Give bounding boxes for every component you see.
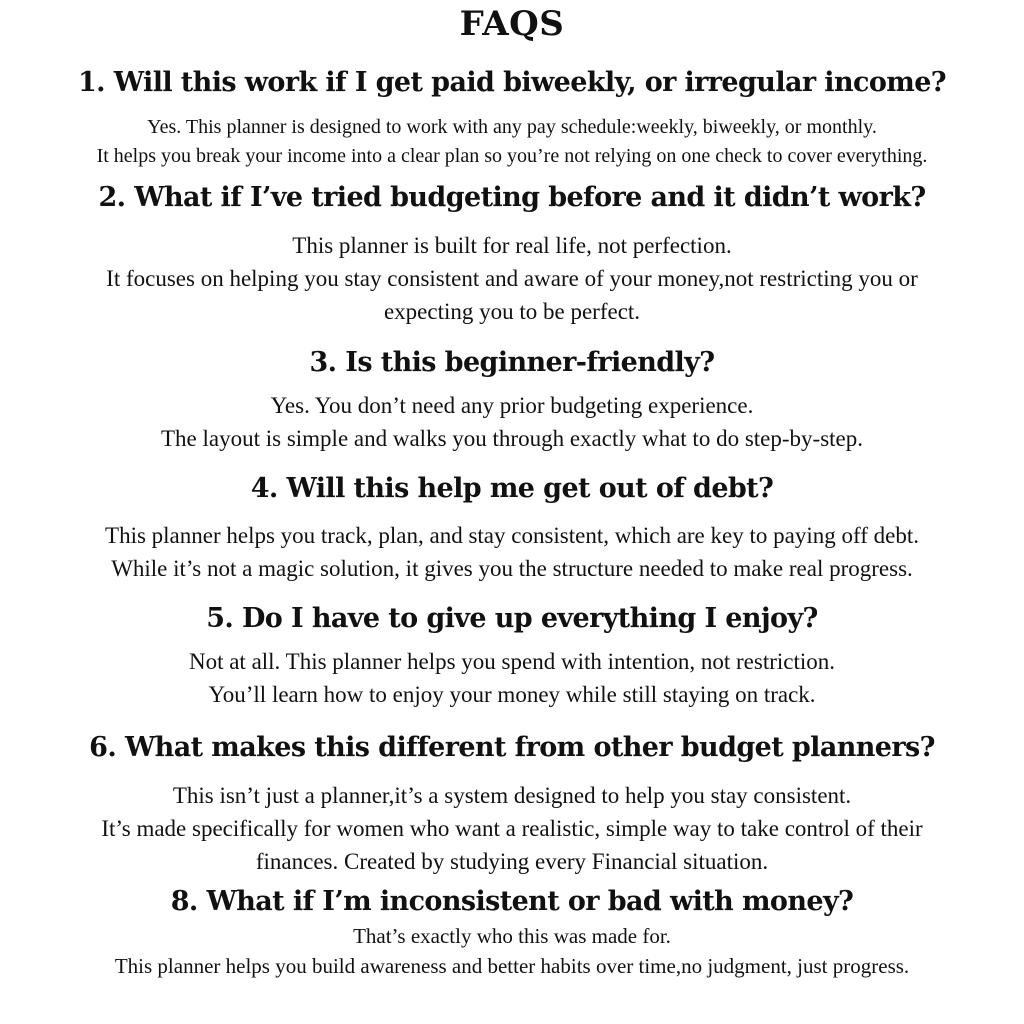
faq-answer-5-line-2: You’ll learn how to enjoy your money while still staying on track. — [208, 682, 816, 707]
faq-question-5: 5. Do I have to give up everything I enjoy? — [206, 603, 818, 634]
faq-answer-1-line-2: It helps you break your income into a clear plan so you’re not relying on one check to cover everything. — [96, 145, 928, 167]
faq-answer-3-line-2: The layout is simple and walks you through exactly what to do step-by-step. — [160, 426, 863, 451]
faq-answer-8 — [0, 921, 1024, 981]
faq-answer-1 — [0, 113, 1024, 171]
faq-answer-3 — [0, 389, 1024, 455]
faq-answer-6-line-1: This isn’t just a planner,it’s a system designed to help you stay consistent. — [172, 783, 852, 808]
faq-answer-5 — [0, 645, 1024, 711]
faq-question-1: 1. Will this work if I get paid biweekly, or irregular income? — [78, 67, 946, 98]
faq-answer-4 — [0, 519, 1024, 585]
faq-answer-2 — [0, 229, 1024, 328]
faq-answer-6-line-2: It’s made specifically for women who want a realistic, simple way to take control of their — [101, 816, 923, 841]
faq-answer-8-line-2: This planner helps you build awareness and better habits over time,no judgment, just progress. — [114, 954, 910, 978]
faq-answer-2-line-2: It focuses on helping you stay consistent and aware of your money,not restricting you or — [106, 266, 918, 291]
faq-answer-4-line-2: While it’s not a magic solution, it gives you the structure needed to make real progress. — [111, 556, 913, 581]
faq-answer-3-line-1: Yes. You don’t need any prior budgeting experience. — [270, 393, 754, 418]
faq-question-8: 8. What if I’m inconsistent or bad with money? — [170, 886, 854, 917]
faq-question-3: 3. Is this beginner-friendly? — [309, 347, 715, 378]
faq-answer-4-line-1: This planner helps you track, plan, and stay consistent, which are key to paying off debt. — [105, 523, 919, 548]
page-title: FAQS — [459, 4, 565, 44]
faq-answer-8-line-1: That’s exactly who this was made for. — [353, 924, 671, 948]
faq-answer-2-line-1: This planner is built for real life, not perfection. — [292, 233, 732, 258]
faq-question-2: 2. What if I’ve tried budgeting before and it didn’t work? — [98, 182, 926, 213]
faq-answer-5-line-1: Not at all. This planner helps you spend with intention, not restriction. — [188, 649, 836, 674]
faq-question-6: 6. What makes this different from other budget planners? — [89, 732, 935, 763]
faq-answer-6-line-3: finances. Created by studying every Financial situation. — [255, 849, 769, 874]
faq-answer-6 — [0, 779, 1024, 878]
faq-answer-1-line-1: Yes. This planner is designed to work with any pay schedule:weekly, biweekly, or monthly. — [147, 116, 877, 138]
faq-question-4: 4. Will this help me get out of debt? — [250, 473, 774, 504]
faq-answer-2-line-3: expecting you to be perfect. — [383, 299, 641, 324]
